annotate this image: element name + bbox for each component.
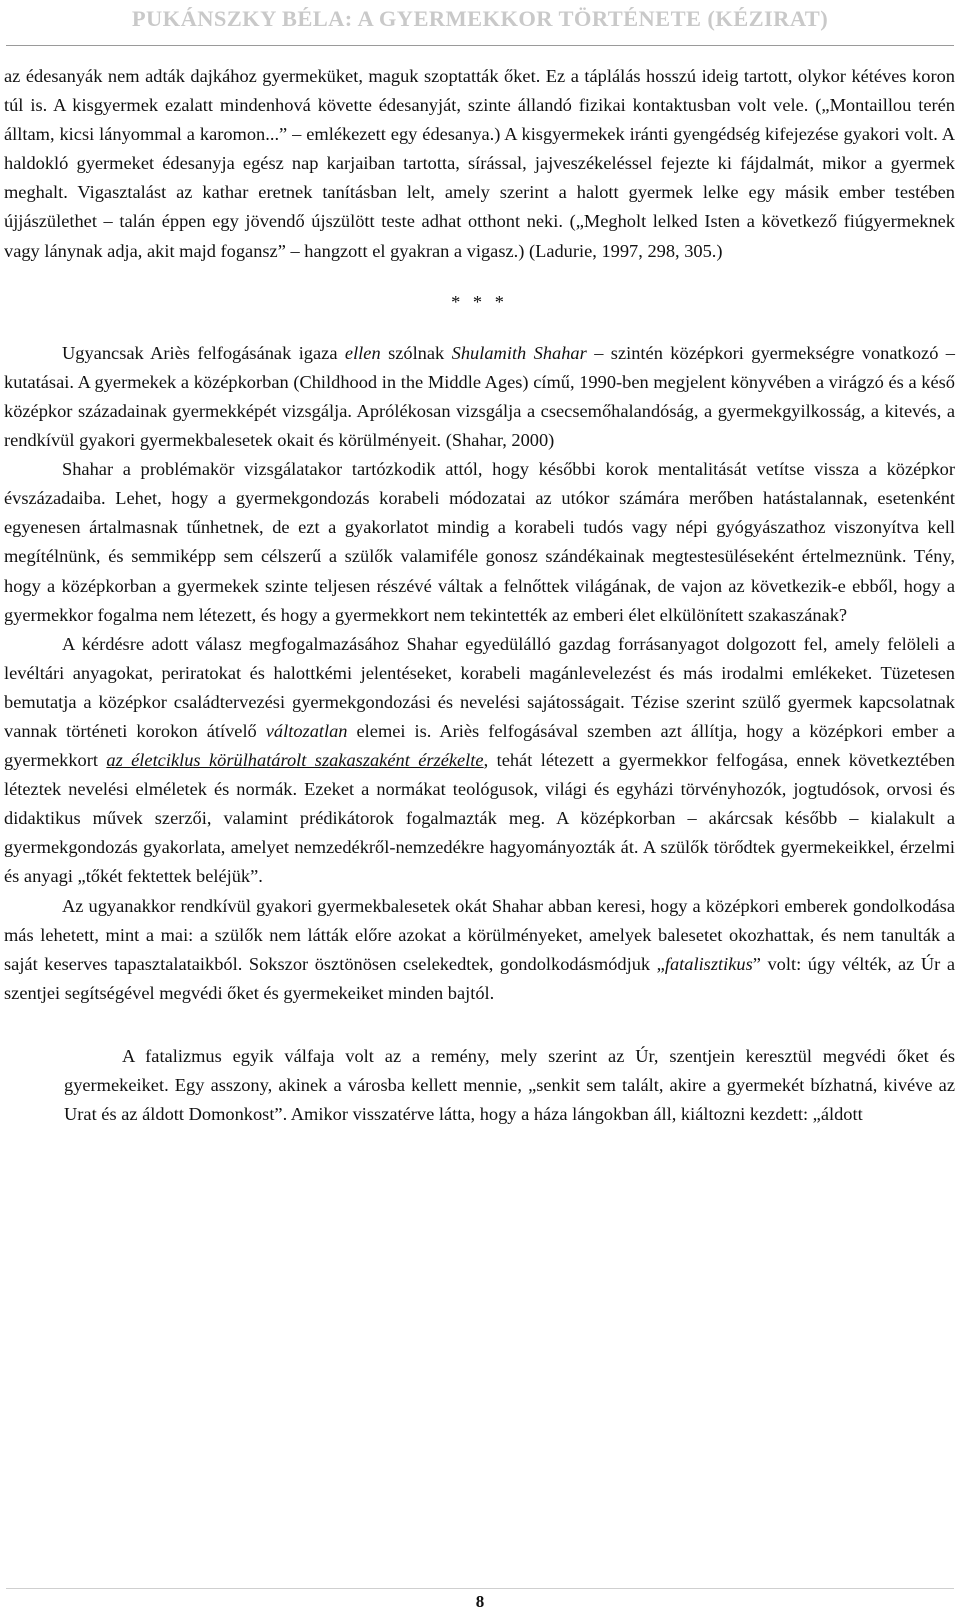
footer-divider bbox=[6, 1588, 954, 1589]
paragraph-accidents: Az ugyanakkor rendkívül gyakori gyermekbalesetek okát Shahar abban keresi, hogy a középkori emberek gondolkodása más lehetett, mint a mai: a szülők nem látták előre azokat a körülményeket, amelyek balesetet okozhattak, és nem tanulták a saját keserves tapasztalataikból. Sokszor ösztönösen cselekedtek, gondolkodásmódjuk „fatalisztikus” volt: úgy vélték, az Úr a szentjei segítségével megvédi őket és gyermekeiket minden bajtól. bbox=[4, 895, 956, 1003]
paragraph-text: A haldokló gyermeket édesanyja egész nap karjaiban tartotta, sírással, jajveszékeléssel fejezte ki fájdalmát, mikor a gyermek meghalt. Vigasztalást az kathar eretnek tanításban lelt, amely szerint a halott gyermek lelke egy másik ember testében újjászülethet – talán éppen egy jövendő újszülött teste adhat otthont neki. („Megholt lelked Isten a következő fiúgyermeknek vagy lánynak adja, akit majd fogansz” – hangzott el gyakran a vigasz.) (Ladurie, 1997, 298, 305.) bbox=[4, 124, 955, 261]
section-divider: * * * bbox=[451, 291, 508, 312]
paragraph-text: az édesanyák nem adták dajkához gyermeküket, maguk szoptatták őket. Ez a táplálás hosszú ideig tartott, olykor kétéves koron túl is. A kisgyermek ezalatt mindenhová követte édesanyját, szinte állandó fizikai kontaktusban volt vele. („Montaillou terén álltam, kicsi lányommal a karomon...” – emlékezett egy édesanya.) A kisgyermekek iránti gyengédség kifejezése gyakori volt. bbox=[4, 66, 955, 145]
header-divider bbox=[6, 45, 954, 46]
emphasis-fatalisztikus: fatalisztikus bbox=[664, 953, 753, 974]
document-body bbox=[4, 62, 955, 1129]
page-number: 8 bbox=[475, 1592, 485, 1611]
emphasis-valtozatlan: változatlan bbox=[265, 720, 348, 741]
quote-text: A fatalizmus egyik válfaja volt az a remény, mely szerint az Úr, szentjein keresztül megvédi őket és gyermekeiket. Egy asszony, akinek a városba kellett mennie, „senkit sem talált, akire a gyermekét bízhatná, kivéve az Urat és az áldott Domonkost”. Amikor visszatérve látta, hogy a háza lángokban áll, kiáltozni kezdett: „áldott bbox=[64, 1045, 955, 1125]
emphasis-eletciklus: az életciklus körülhatárolt szakaszaként érzékelte bbox=[106, 750, 484, 771]
author-name: Shulamith Shahar bbox=[451, 342, 587, 363]
emphasis-ellen: ellen bbox=[344, 342, 381, 363]
paragraph-montaillou bbox=[4, 62, 955, 266]
paragraph-shahar-mentality: Shahar a problémakör vizsgálatakor tartózkodik attól, hogy későbbi korok mentalitását vetítse vissza a középkor évszázadaiba. Lehet, hogy a gyermekgondozás korabeli módozatai az utókor számára merőben hatástalannak, esetenként egyenesen ártalmasnak tűnhetnek, de ezt a gyakorlatot mindig a korabeli tudós vagy népi gyógyászathoz viszonyítva kell megítélnünk, és semmiképp sem célszerű a szülők valamiféle gonosz szándékainak megtestesüléseként értelmeznünk. Tény, hogy a középkorban a gyermekek szinte teljesen részévé váltak a felnőttek világának, de vajon az következik-e ebből, hogy a gyermekkor fogalma nem létezett, és hogy a gyermekkort nem tekintették az emberi élet elkülönített szakaszának? bbox=[4, 459, 955, 625]
block-quote bbox=[64, 1042, 955, 1129]
document-header: PUKÁNSZKY BÉLA: A GYERMEKKOR TÖRTÉNETE (KÉZIRAT) bbox=[131, 6, 829, 31]
paragraph-sources: A kérdésre adott válasz megfogalmazásához Shahar egyedülálló gazdag forrásanyagot dolgozott fel, amely felöleli a levéltári anyagokat, periratokat és halottkémi jelentéseket, korabeli magánlevelezést és más irodalmi emlékeket. Tüzetesen bemutatja a középkor családtervezési gyermekgondozási és nevelési sajátosságait. Tézise szerint szülő gyermek kapcsolatnak vannak történeti korokon átívelő változatlan elemei is. Ariès felfogásával szemben azt állítja, hogy a középkori ember a gyermekkort az életciklus körülhatárolt szakaszaként érzékelte, tehát létezett a gyermekkor felfogása, ennek következtében léteztek nevelési elméletek és normák. Ezeket a normákat teológusok, világi és egyházi törvényhozók, jogtudósok, orvosi és didaktikus művek szerzői, valamint prédikátorok fogalmazták meg. A középkorban – akárcsak később – kialakult a gyermekgondozás gyakorlata, amelyet nemzedékről-nemzedékre hagyományozták át. A szülők törődtek gyermekeikkel, érzelmi és anyagi „tőkét fektettek beléjük”. bbox=[4, 633, 955, 887]
paragraph-shahar-intro: Ugyancsak Ariès felfogásának igaza ellen szólnak Shulamith Shahar – szintén középkori gyermekségre vonatkozó – kutatásai. A gyermekek a középkorban (Childhood in the Middle Ages) című, 1990-ben megjelent könyvében a virágzó és a késő középkor századainak gyermekképét vizsgálja. Aprólékosan vizsgálja a csecsemőhalandóság, a gyermekgyilkosság, a kitevés, a rendkívül gyakori gyermekbalesetek okait és körülményeit. (Shahar, 2000) bbox=[4, 342, 956, 451]
